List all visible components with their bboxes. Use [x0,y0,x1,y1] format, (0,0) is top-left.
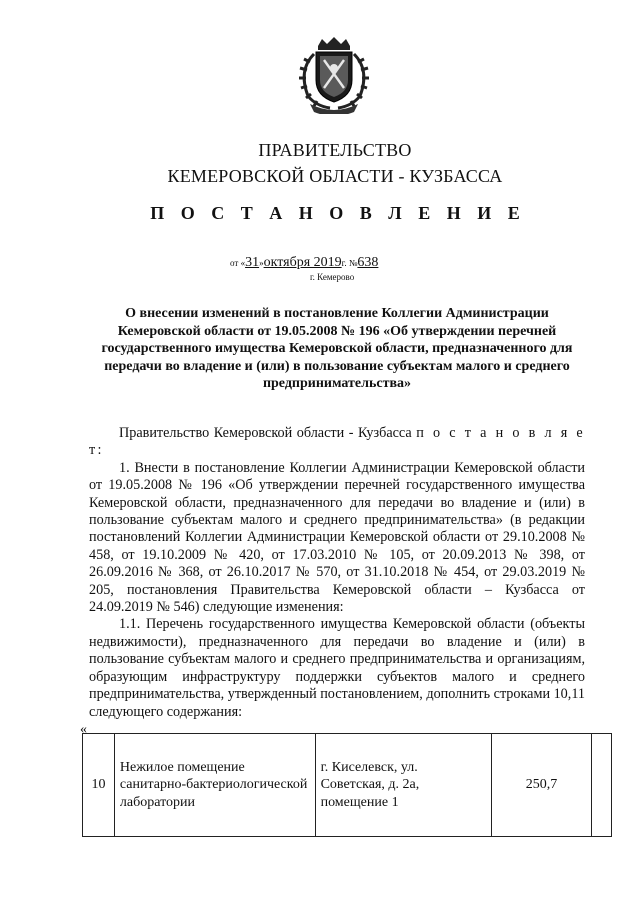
paragraph-1: 1. Внести в постановление Коллегии Администрации Кемеровской области от 19.05.2008 № 196 «Об утверждении перечней государственного имущества Кемеровской области, предназначенного для передачи во владение и (или) в пользование субъектам малого и среднего предпринимательства» (в редакции постановлений Коллегии Администрации Кемеровской области от 29.10.2008 № 458, от 19.10.2009 № 420, от 17.03.2010 № 105, от 20.09.2013 № 398, от 26.09.2016 № 368, от 26.10.2017 № 570, от 31.10.2018 № 454, от 29.03.2019 № 205, постановления Правительства Кемеровской области – Кузбасса от 24.09.2019 № 546) следующие изменения: [89,459,585,616]
paragraph-1-1: 1.1. Перечень государственного имущества Кемеровской области (объекты недвижимости), предназначенного для передачи во владение и (или) в пользование субъектам малого и среднего предпринимательства и организациям, образующим инфраструктуру поддержки субъектов малого и среднего предпринимательства, утвержденный постановлением, дополнить строками 10,11 следующего содержания: [89,616,585,720]
government-name-line2: КЕМЕРОВСКОЙ ОБЛАСТИ - КУЗБАССА [167,166,503,186]
document-number: 638 [357,255,379,270]
intro-spaced: п о с т а н о в л я е т: [89,425,585,459]
coat-of-arms-emblem [290,36,378,114]
table-row [83,734,612,837]
intro-text: Правительство Кемеровской области - Кузбасса [119,425,417,441]
intro-paragraph [89,425,585,460]
year-suffix: г. № [341,258,358,268]
date-number-line [230,255,378,271]
government-name-line1: ПРАВИТЕЛЬСТВО [258,140,412,160]
date-month-year: октября 2019 [263,255,342,270]
property-address-cell: г. Киселевск, ул. Советская, д. 2а, помещение 1 [315,734,491,837]
document-body [89,425,585,721]
city-label: г. Кемерово [310,272,355,282]
property-area-cell: 250,7 [491,734,592,837]
property-table [82,733,612,837]
open-quote-mark: « [80,722,87,737]
date-day: 31 [245,255,260,270]
property-name-cell: Нежилое помещение санитарно-бактериологической лаборатории [114,734,315,837]
document-type-heading: П О С Т А Н О В Л Е Н И Е [150,203,526,223]
document-title: О внесении изменений в постановление Коллегии Администрации Кемеровской области от 19.05.2008 № 196 «Об утверждении перечней государственного имущества Кемеровской области, предназначенного для передачи во владение и (или) в пользование субъектам малого и среднего предпринимательства» [101,306,573,392]
row-number-cell: 10 [83,734,115,837]
date-mid: » [259,258,264,268]
table-extra-cell [592,734,612,837]
date-prefix: от « [230,258,246,268]
